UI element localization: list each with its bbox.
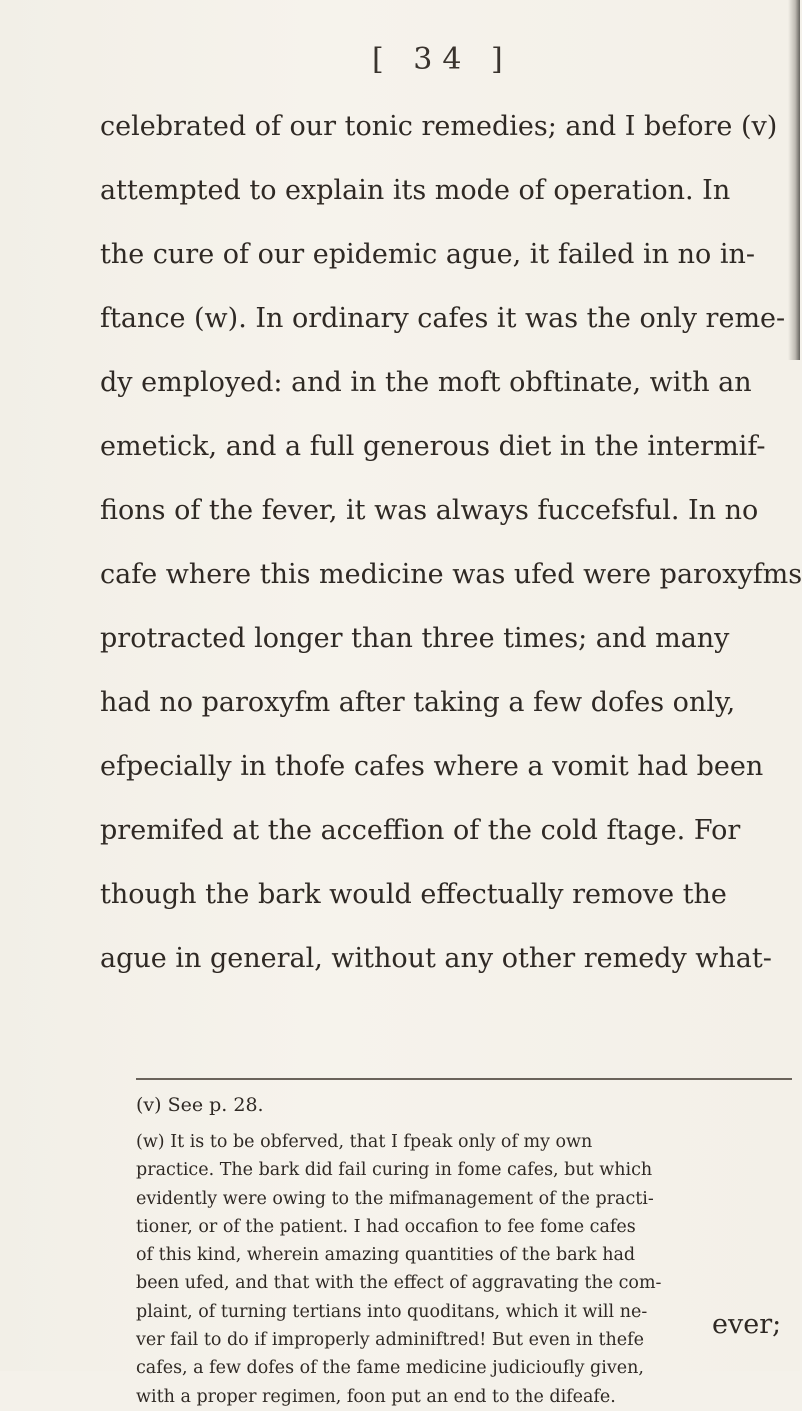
footnote-line: (w) It is to be obferved, that I fpeak only of my own [136, 1132, 593, 1152]
catchword: ever; [712, 1309, 782, 1340]
footnote-line: evidently were owing to the mifmanagement of the practi- [136, 1188, 654, 1209]
body-line: premifed at the acceffion of the cold ftage. For [100, 815, 741, 846]
footnote-line: cafes, a few dofes of the fame medicine judicioufly given, [136, 1358, 644, 1379]
footnote-line: been ufed, and that with the effect of aggravating the com- [136, 1273, 662, 1294]
footnote-line: ver fail to do if improperly adminiftred! But even in thefe [136, 1330, 644, 1351]
footnote-v: (v) See p. 28. [136, 1094, 264, 1116]
footnote-line: of this kind, wherein amazing quantities of the bark had [136, 1245, 636, 1266]
footnote-line: plaint, of turning tertians into quoditans, which it will ne- [136, 1301, 648, 1322]
body-line: emetick, and a full generous diet in the intermif- [100, 431, 766, 462]
body-line: attempted to explain its mode of operation. In [100, 175, 731, 206]
body-line: efpecially in thofe cafes where a vomit had been [100, 751, 764, 782]
body-text [100, 95, 802, 991]
footnote-line: with a proper regimen, foon put an end to the difeafe. [136, 1386, 616, 1407]
footnote-divider [136, 1078, 792, 1080]
body-line: fions of the fever, it was always fuccefsful. In no [100, 495, 759, 526]
footnote-line: tioner, or of the patient. I had occafion to fee fome cafes [136, 1216, 636, 1237]
body-line: though the bark would effectually remove the [100, 879, 727, 910]
body-line: had no paroxyfm after taking a few dofes only, [100, 687, 736, 718]
footnote-w [136, 1128, 792, 1411]
body-line: ftance (w). In ordinary cafes it was the only reme- [100, 303, 786, 334]
body-line: the cure of our epidemic ague, it failed in no in- [100, 239, 756, 270]
page-number: [ 34 ] [372, 42, 513, 77]
body-line: celebrated of our tonic remedies; and I before (v) [100, 111, 778, 142]
body-line: ague in general, without any other remedy what- [100, 943, 772, 974]
body-line: cafe where this medicine was ufed were paroxyfms [100, 559, 802, 590]
footnote-line: practice. The bark did fail curing in fome cafes, but which [136, 1160, 653, 1181]
body-line: protracted longer than three times; and many [100, 623, 730, 654]
body-line: dy employed: and in the moft obftinate, with an [100, 367, 752, 398]
